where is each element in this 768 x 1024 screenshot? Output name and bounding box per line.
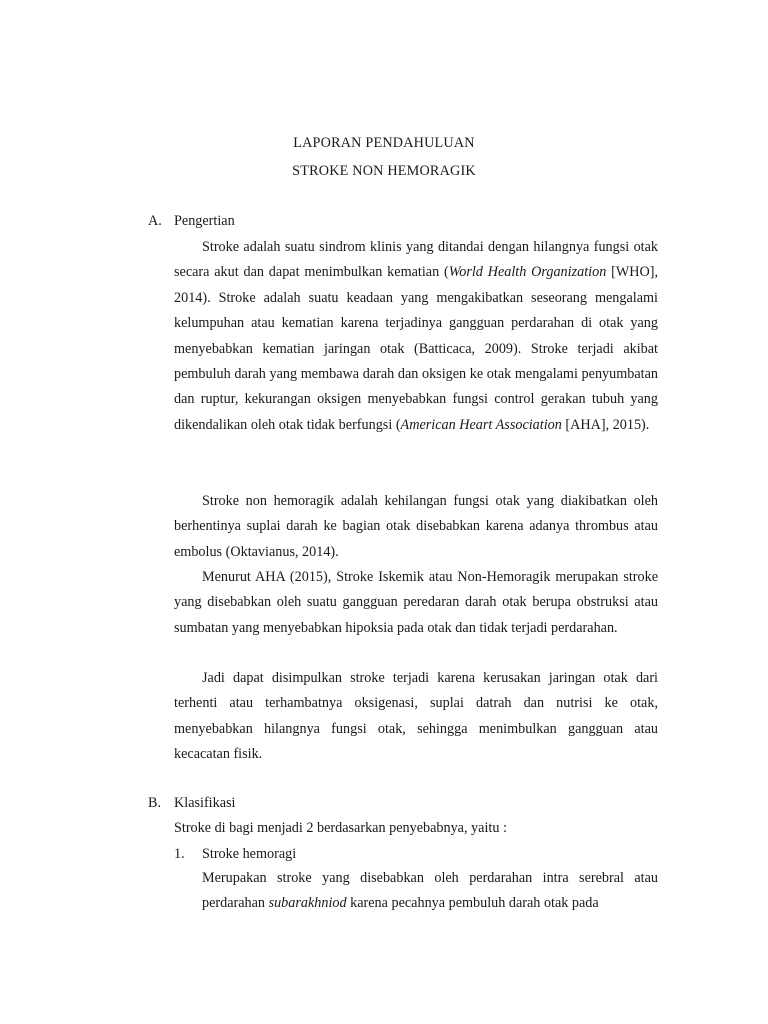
section-a-title: Pengertian — [174, 213, 235, 229]
section-b-letter: B. — [148, 795, 162, 811]
list-item-number: 1. — [174, 846, 185, 862]
paragraph-conclusion: Jadi dapat disimpulkan stroke terjadi karena kerusakan jaringan otak dari terhenti atau terhambatnya oksigenasi, suplai datrah dan nutrisi ke otak, menyebabkan hilangnya fungsi otak, sehingga menimbulkan gangguan atau kecacatan fisik. — [174, 670, 658, 763]
paragraph-definition-2: Stroke non hemoragik adalah kehilangan fungsi otak yang diakibatkan oleh berhentinya suplai darah ke bagian otak disebabkan karena adanya thrombus atau embolus (Oktavianus, 2014). — [174, 493, 658, 560]
paragraph-definition-3: Menurut AHA (2015), Stroke Iskemik atau Non-Hemoragik merupakan stroke yang disebabkan oleh suatu gangguan peredaran darah otak berupa obstruksi atau sumbatan yang menyebabkan hipoksia pada otak dan tidak terjadi perdarahan. — [174, 569, 658, 636]
section-b-title: Klasifikasi — [174, 795, 236, 811]
document-subtitle: STROKE NON HEMORAGIK — [292, 163, 476, 179]
paragraph-text: Stroke adalah suatu sindrom klinis yang ditandai dengan hilangnya fungsi otak secara akut dan dapat menimbulkan kematian ( — [174, 239, 658, 281]
paragraph-text: [AHA], 2015). — [561, 416, 650, 433]
section-b-heading — [148, 795, 235, 812]
italic-term-subarachnoid: subarakhniod — [268, 895, 347, 912]
paragraph-text: karena pecahnya pembuluh darah otak pada — [346, 895, 599, 912]
classification-intro: Stroke di bagi menjadi 2 berdasarkan penyebabnya, yaitu : — [174, 820, 507, 836]
document-title: LAPORAN PENDAHULUAN — [293, 135, 475, 151]
paragraph-definition-1 — [174, 235, 658, 438]
paragraph-hemorrhagic — [202, 866, 658, 917]
italic-term-aha: American Heart Association — [400, 416, 562, 433]
section-a-heading — [148, 213, 235, 230]
paragraph-text: [WHO], 2014). Stroke adalah suatu keadaan yang mengakibatkan seseorang mengalami kelumpuhan atau kematian karena terjadinya gangguan perdarahan di otak yang menyebabkan kematian jaringan otak (Batticaca, 2009). Stroke terjadi akibat pembuluh darah yang membawa darah dan oksigen ke otak mengalami penyumbatan dan ruptur, kekurangan oksigen menyebabkan fungsi control gerakan tubuh yang dikendalikan oleh otak tidak berfungsi ( — [174, 264, 658, 433]
italic-term-who: World Health Organization — [448, 264, 607, 281]
section-a-letter: A. — [148, 213, 162, 229]
paragraph-text: Merupakan stroke yang disebabkan oleh perdarahan intra serebral atau perdarahan — [202, 870, 658, 912]
list-item-label: Stroke hemoragi — [202, 846, 297, 862]
list-item-1 — [174, 846, 296, 863]
